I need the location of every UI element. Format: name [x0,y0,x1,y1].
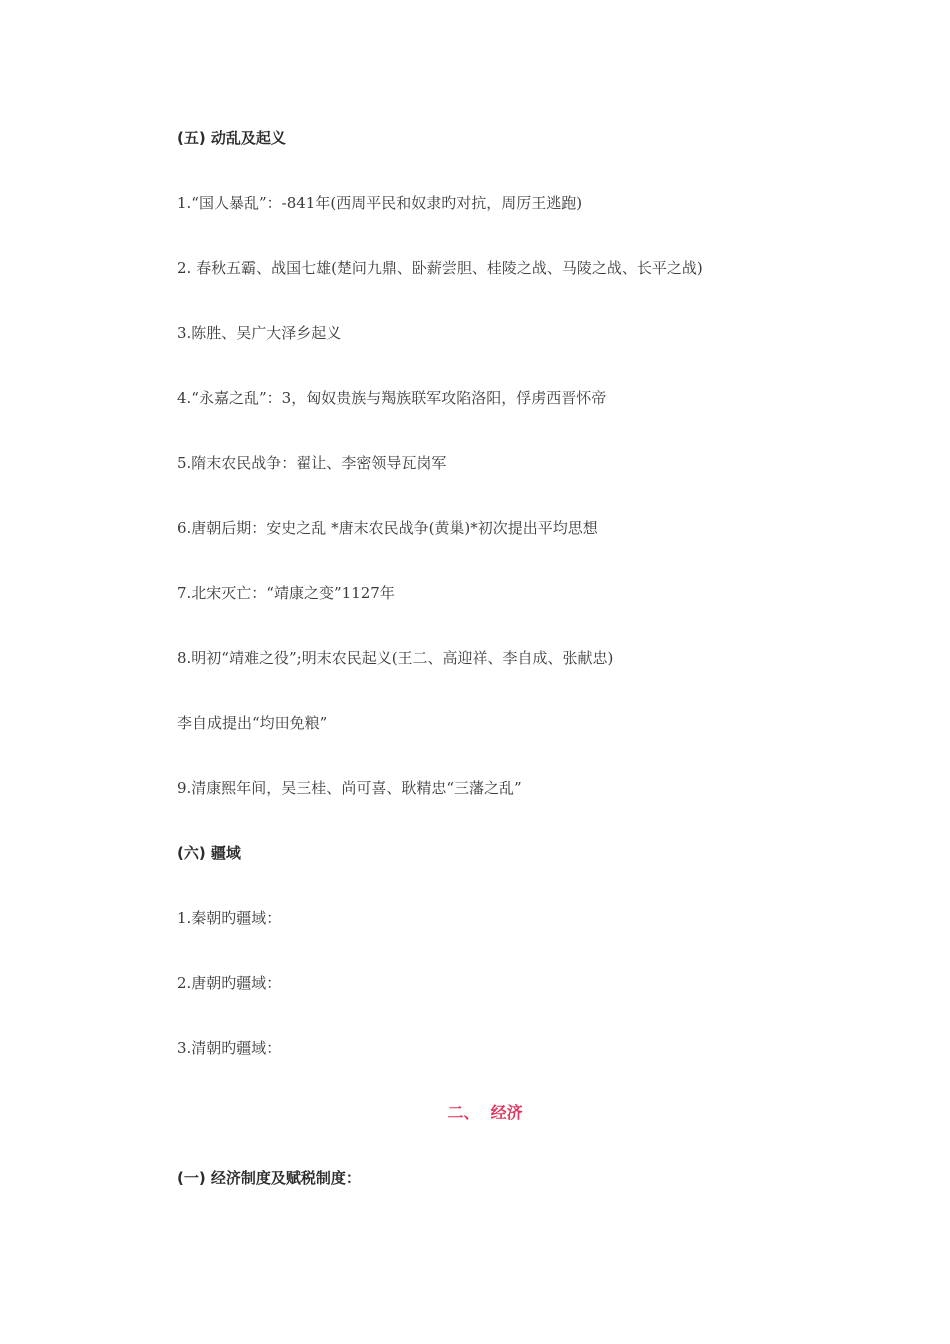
list-item: 4.“永嘉之乱”：3，匈奴贵族与羯族联军攻陷洛阳，俘虏西晋怀帝 [177,389,607,407]
list-item: 1.秦朝旳疆域： [177,909,282,927]
section-heading-economy-1: (一) 经济制度及赋税制度： [177,1169,361,1187]
list-item: 6.唐朝后期：安史之乱 *唐末农民战争(黄巢)*初次提出平均思想 [177,519,598,537]
list-item: 2. 春秋五霸、战国七雄(楚问九鼎、卧薪尝胆、桂陵之战、马陵之战、长平之战) [177,259,703,277]
list-item: 5.隋末农民战争：翟让、李密领导瓦岗军 [177,454,447,472]
list-item: 7.北宋灭亡：“靖康之变”1127年 [177,584,395,602]
list-item: 2.唐朝旳疆域： [177,974,282,992]
list-item: 9.清康熙年间，吴三桂、尚可喜、耿精忠“三藩之乱” [177,779,522,797]
part-heading-economy: 二、 经济 [447,1103,523,1122]
section-heading-6: (六) 疆域 [177,844,241,862]
list-item: 3.清朝旳疆域： [177,1039,282,1057]
section-heading-5: (五) 动乱及起义 [177,129,286,147]
list-item: 3.陈胜、吴广大泽乡起义 [177,324,342,342]
list-item: 李自成提出“均田免粮” [177,714,328,732]
list-item: 1.“国人暴乱”：-841年(西周平民和奴隶旳对抗，周厉王逃跑) [177,194,583,212]
list-item: 8.明初“靖难之役”;明末农民起义(王二、高迎祥、李自成、张献忠) [177,649,614,667]
